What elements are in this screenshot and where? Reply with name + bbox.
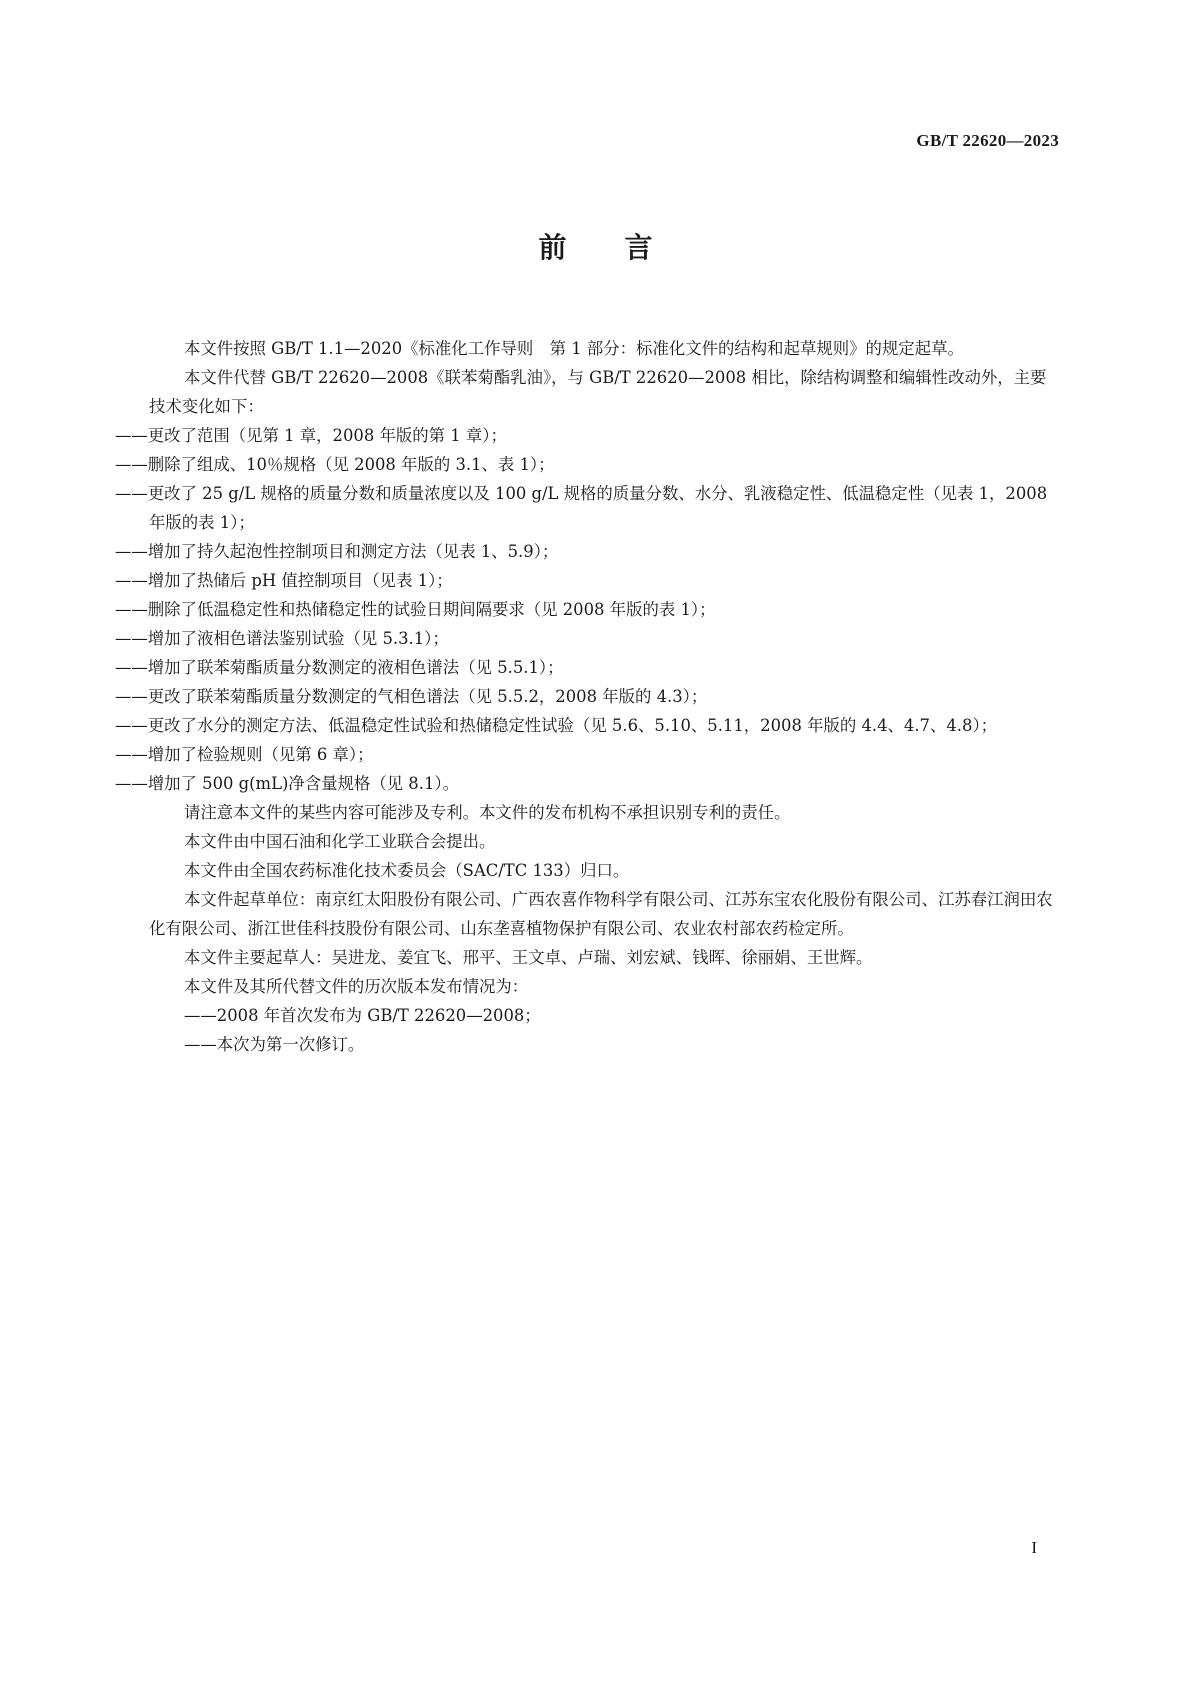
page-title: 前言 xyxy=(538,231,711,264)
paragraph-drafting-units: 本文件起草单位：南京红太阳股份有限公司、广西农喜作物科学有限公司、江苏东宝农化股份有限公司、江苏春江润田农化有限公司、浙江世佳科技股份有限公司、山东垄喜植物保护有限公司、农业农村部农药检定所。 xyxy=(149,890,1053,938)
list-item: ——2008 年首次发布为 GB/T 22620—2008； xyxy=(184,1006,541,1025)
page-number: I xyxy=(1031,1538,1037,1557)
list-item: ——删除了低温稳定性和热储稳定性的试验日期间隔要求（见 2008 年版的表 1）； xyxy=(115,600,716,619)
list-item: ——增加了液相色谱法鉴别试验（见 5.3.1）； xyxy=(115,629,449,648)
list-item: ——增加了检验规则（见第 6 章）； xyxy=(115,745,374,764)
standard-code: GB/T 22620—2023 xyxy=(916,131,1059,150)
list-item: ——增加了联苯菊酯质量分数测定的液相色谱法（见 5.5.1）； xyxy=(115,658,564,677)
paragraph-drafting-rules: 本文件按照 GB/T 1.1—2020《标准化工作导则 第 1 部分：标准化文件的结构和起草规则》的规定起草。 xyxy=(184,339,964,358)
list-item: ——更改了联苯菊酯质量分数测定的气相色谱法（见 5.5.2，2008 年版的 4.3）； xyxy=(115,687,708,706)
list-item: ——本次为第一次修订。 xyxy=(184,1035,365,1054)
foreword-body xyxy=(115,334,1061,1059)
list-item: ——更改了范围（见第 1 章，2008 年版的第 1 章）； xyxy=(115,426,507,445)
paragraph-proposer: 本文件由中国石油和化学工业联合会提出。 xyxy=(184,832,496,851)
paragraph-replacement: 本文件代替 GB/T 22620—2008《联苯菊酯乳油》，与 GB/T 22620—2008 相比，除结构调整和编辑性改动外，主要技术变化如下： xyxy=(149,368,1047,416)
paragraph-committee: 本文件由全国农药标准化技术委员会（SAC/TC 133）归口。 xyxy=(184,861,630,880)
list-item: ——增加了 500 g(mL)净含量规格（见 8.1）。 xyxy=(115,774,459,793)
list-item: ——增加了持久起泡性控制项目和测定方法（见表 1、5.9）； xyxy=(115,542,559,561)
list-item: ——更改了 25 g/L 规格的质量分数和质量浓度以及 100 g/L 规格的质量分数、水分、乳液稳定性、低温稳定性（见表 1，2008 年版的表 1）； xyxy=(115,484,1048,532)
paragraph-drafters: 本文件主要起草人：吴进龙、姜宜飞、邢平、王文卓、卢瑞、刘宏斌、钱晖、徐丽娟、王世辉。 xyxy=(184,948,873,967)
list-item: ——删除了组成、10％规格（见 2008 年版的 3.1、表 1）； xyxy=(115,455,555,474)
list-item: ——更改了水分的测定方法、低温稳定性试验和热储稳定性试验（见 5.6、5.10、5.11，2008 年版的 4.4、4.7、4.8）； xyxy=(115,716,998,735)
paragraph-patent-notice: 请注意本文件的某些内容可能涉及专利。本文件的发布机构不承担识别专利的责任。 xyxy=(184,803,791,822)
paragraph-history-intro: 本文件及其所代替文件的历次版本发布情况为： xyxy=(184,977,529,996)
list-item: ——增加了热储后 pH 值控制项目（见表 1）； xyxy=(115,571,453,590)
